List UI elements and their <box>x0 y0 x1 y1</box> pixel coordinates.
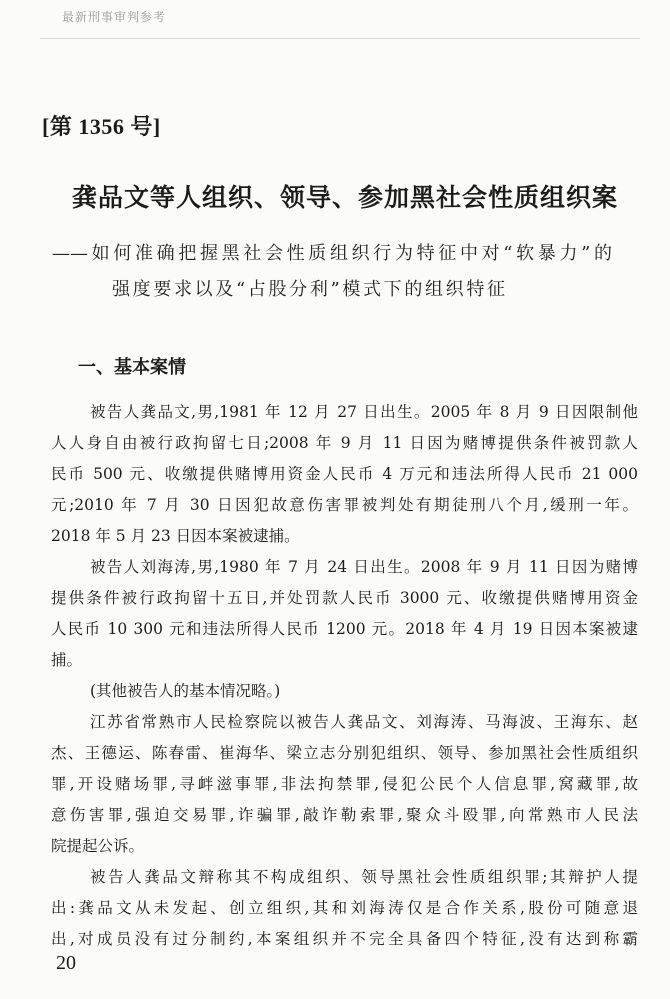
text-line: 被告人龚品文辩称其不构成组织、领导黑社会性质组织罪;其辩护人提 <box>90 868 638 886</box>
text-line: 2018 年 5 月 23 日因本案被逮捕。 <box>51 527 300 545</box>
text-line: (其他被告人的基本情况略。) <box>90 682 281 700</box>
case-title: 龚品文等人组织、领导、参加黑社会性质组织案 <box>72 183 617 212</box>
text-line: 提供条件被行政拘留十五日,并处罚款人民币 3000 元、收缴提供赌博用资金 <box>51 589 638 607</box>
running-header: 最新刑事审判参考 <box>62 10 167 24</box>
text-line: 出:龚品文从未发起、创立组织,其和刘海涛仅是合作关系,股份可随意退 <box>51 899 638 917</box>
text-line: 意伤害罪,强迫交易罪,诈骗罪,敲诈勒索罪,聚众斗殴罪,向常熟市人民法 <box>51 806 638 824</box>
text-line: 捕。 <box>51 651 83 669</box>
text-line: 出,对成员没有过分制约,本案组织并不完全具备四个特征,没有达到称霸 <box>51 930 638 948</box>
subtitle-line: ——如何准确把握黑社会性质组织行为特征中对“软暴力”的 <box>52 243 612 264</box>
section-heading: 一、基本案情 <box>78 357 186 378</box>
subtitle-line: 强度要求以及“占股分利”模式下的组织特征 <box>112 279 505 300</box>
header-rule <box>40 38 640 39</box>
text-line: 罪,开设赌场罪,寻衅滋事罪,非法拘禁罪,侵犯公民个人信息罪,窝藏罪,故 <box>51 775 638 793</box>
text-line: 民币 500 元、收缴提供赌博用资金人民币 4 万元和违法所得人民币 21 000 <box>51 465 638 483</box>
text-line: 人民币 10 300 元和违法所得人民币 1200 元。2018 年 4 月 19 日因本案被逮 <box>51 620 638 638</box>
page-number: 20 <box>56 952 76 974</box>
text-line: 被告人刘海涛,男,1980 年 7 月 24 日出生。2008 年 9 月 11 日因为赌博 <box>90 558 638 576</box>
text-line: 院提起公诉。 <box>51 837 145 855</box>
case-number: [第 1356 号] <box>42 114 161 139</box>
text-line: 人人身自由被行政拘留七日;2008 年 9 月 11 日因为赌博提供条件被罚款人 <box>51 434 638 452</box>
text-line: 江苏省常熟市人民检察院以被告人龚品文、刘海涛、马海波、王海东、赵 <box>90 713 638 731</box>
text-line: 元;2010 年 7 月 30 日因犯故意伤害罪被判处有期徒刑八个月,缓刑一年。 <box>51 496 638 514</box>
text-line: 杰、王德运、陈春雷、崔海华、梁立志分别犯组织、领导、参加黑社会性质组织 <box>51 744 638 762</box>
text-line: 被告人龚品文,男,1981 年 12 月 27 日出生。2005 年 8 月 9 日因限制他 <box>90 403 638 421</box>
